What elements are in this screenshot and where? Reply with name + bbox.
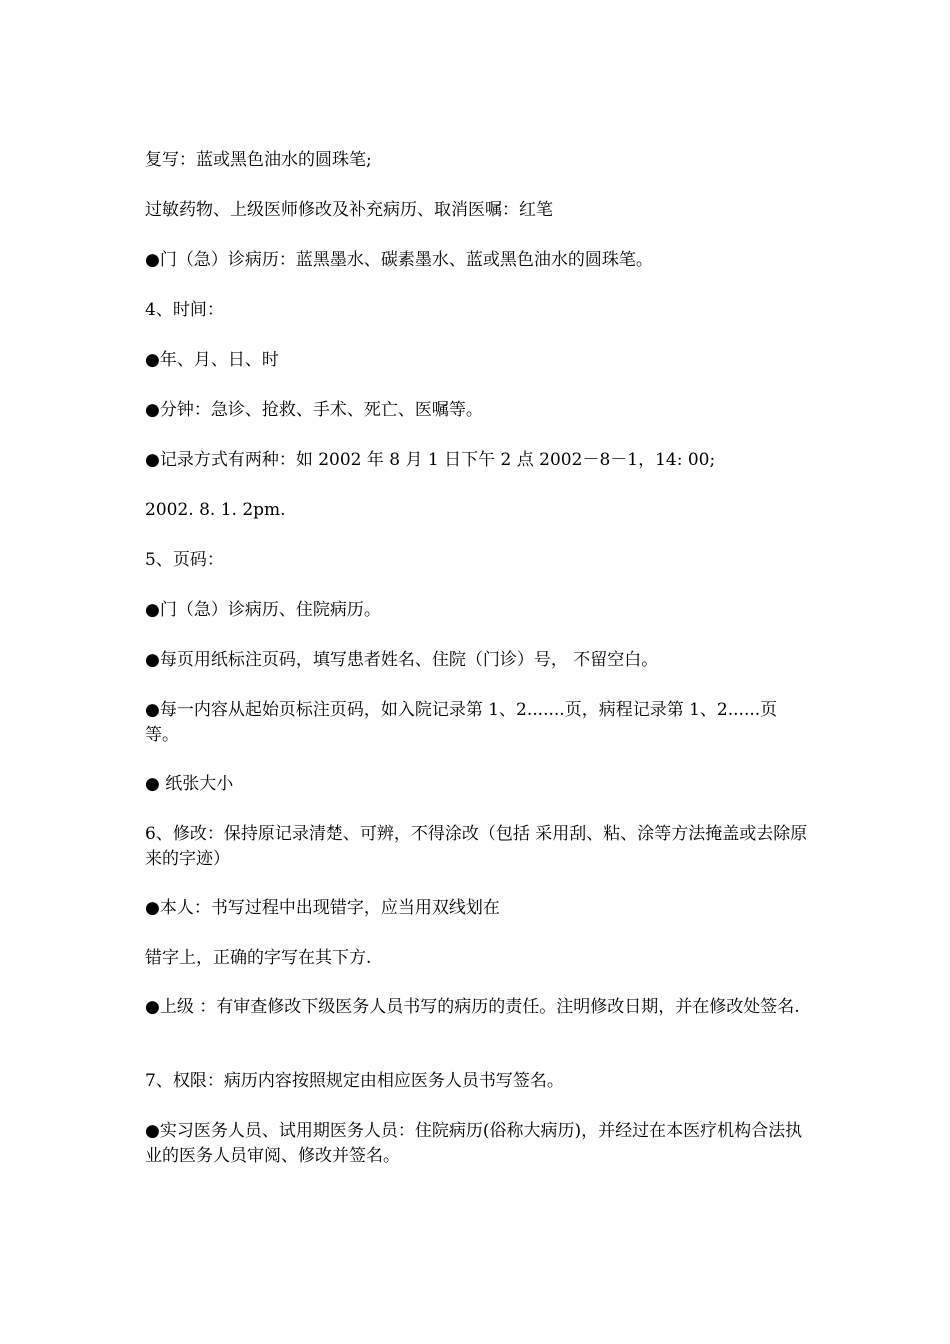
paragraph-paper-size: ● 纸张大小: [145, 774, 234, 794]
paragraph-date-units: ●年、月、日、时: [145, 350, 279, 370]
paragraph-page-numbering: ●每一内容从起始页标注页码，如入院记录第 1、2.......页，病程记录第 1、2......页等。: [145, 700, 778, 745]
section-heading-page-number: 5、页码：: [145, 550, 224, 570]
section-heading-time: 4、时间：: [145, 300, 224, 320]
paragraph-intern-records: ●实习医务人员、试用期医务人员：住院病历(俗称大病历)，并经过在本医疗机构合法执业的医务人员审阅、修改并签名。: [145, 1121, 803, 1166]
paragraph-correction-placement: 错字上，正确的字写在其下方.: [145, 948, 372, 968]
paragraph-minute-events: ●分钟：急诊、抢救、手术、死亡、医嘱等。: [145, 400, 483, 420]
paragraph-record-types: ●门（急）诊病历、住院病历。: [145, 600, 381, 620]
paragraph-page-labeling: ●每页用纸标注页码，填写患者姓名、住院（门诊）号， 不留空白。: [145, 650, 659, 670]
paragraph-outpatient-ink: ●门（急）诊病历：蓝黑墨水、碳素墨水、蓝或黑色油水的圆珠笔。: [145, 250, 653, 270]
paragraph-format-example: 2002. 8. 1. 2pm.: [145, 500, 286, 520]
paragraph-self-correction: ●本人：书写过程中出现错字，应当用双线划在: [145, 898, 500, 918]
section-heading-authority: 7、权限：病历内容按照规定由相应医务人员书写签名。: [145, 1071, 564, 1091]
paragraph-supervisor-review: ●上级 ：有审查修改下级医务人员书写的病历的责任。注明修改日期，并在修改处签名.: [145, 997, 800, 1017]
paragraph-copy-pen: 复写：蓝或黑色油水的圆珠笔;: [145, 150, 372, 170]
section-heading-modification: 6、修改：保持原记录清楚、可辨，不得涂改（包括 采用刮、粘、涂等方法掩盖或去除原来的字迹）: [145, 824, 808, 869]
paragraph-red-pen: 过敏药物、上级医师修改及补充病历、取消医嘱：红笔: [145, 200, 553, 220]
paragraph-record-formats: ●记录方式有两种：如 2002 年 8 月 1 日下午 2 点 2002－8－1，14: 00;: [145, 450, 716, 470]
